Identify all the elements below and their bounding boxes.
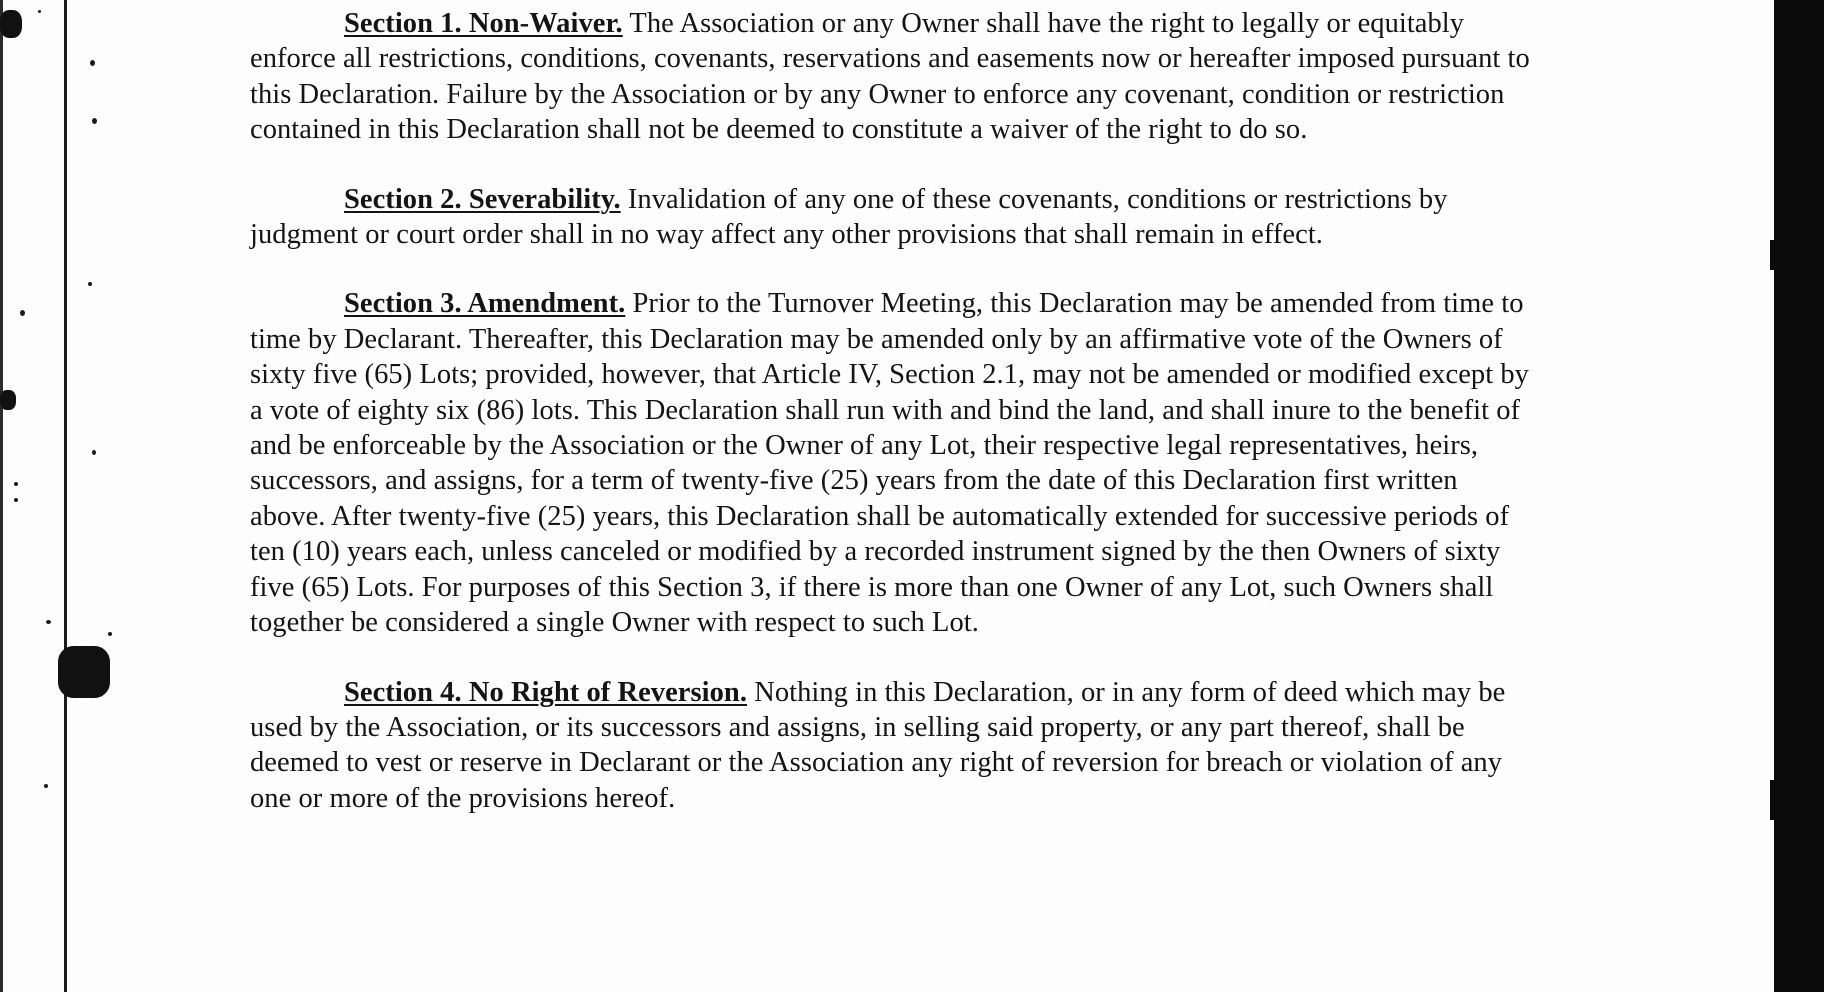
scan-speck (14, 498, 18, 502)
scan-speck (46, 620, 51, 624)
document-body (250, 6, 1530, 850)
scan-speck (108, 632, 112, 636)
edge-jag (1770, 780, 1784, 820)
scan-speck (14, 482, 18, 486)
scan-speck (44, 784, 48, 788)
section-body: Invalidation of any one of these covenants, conditions or restrictions by judgment or court order shall in no way affect any other provisions that shall remain in effect. (250, 183, 1448, 251)
section-non-waiver (250, 6, 1530, 148)
section-heading: Section 2. Severability. (344, 183, 621, 215)
scan-speck (90, 60, 95, 66)
section-paragraph (250, 675, 1530, 817)
margin-rule-line (64, 0, 67, 992)
scan-speck (92, 118, 97, 124)
section-body: The Association or any Owner shall have the right to legally or equitably enforce all restrictions, conditions, covenants, reservations and easements now or hereafter imposed pursuant to this Declaration. Failure by the Association or by any Owner to enforce any covenant, condition or restriction contained in this Declaration shall not be deemed to constitute a waiver of the right to do so. (250, 8, 1530, 146)
section-paragraph (250, 182, 1530, 253)
section-heading: Section 3. Amendment. (344, 288, 626, 320)
section-paragraph (250, 6, 1530, 148)
page-right-edge-shadow (1774, 0, 1824, 992)
section-amendment (250, 286, 1530, 640)
scan-blot (0, 10, 22, 38)
scan-blot (58, 646, 110, 698)
section-heading: Section 4. No Right of Reversion. (344, 676, 747, 708)
section-heading: Section 1. Non-Waiver. (344, 8, 623, 39)
scan-speck (88, 282, 92, 286)
scan-blot (0, 390, 16, 410)
page-left-edge (0, 0, 3, 992)
scan-speck (38, 10, 41, 13)
section-body: Nothing in this Declaration, or in any form of deed which may be used by the Association, or its successors and assigns, in selling said property, or any part thereof, shall be deemed to vest or reserve in Declarant or the Association any right of reversion for breach or violation of any one or more of the provisions hereof. (250, 676, 1506, 814)
scan-speck (20, 310, 25, 316)
scan-speck (92, 450, 96, 455)
edge-jag (1770, 240, 1784, 270)
section-severability (250, 182, 1530, 253)
section-no-right-of-reversion (250, 675, 1530, 817)
section-paragraph (250, 286, 1530, 640)
section-body: Prior to the Turnover Meeting, this Declaration may be amended from time to time by Declarant. Thereafter, this Declaration may be amended only by an affirmative vote of the Owners of sixty five (65) Lots; provided, however, that Article IV, Section 2.1, may not be amended or modified except by a vote of eighty six (86) lots. This Declaration shall run with and bind the land, and shall inure to the benefit of and be enforceable by the Association or the Owner of any Lot, their respective legal representatives, heirs, successors, and assigns, for a term of twenty-five (25) years from the date of this Declaration first written above. After twenty-five (25) years, this Declaration shall be automatically extended for successive periods of ten (10) years each, unless canceled or modified by a recorded instrument signed by the then Owners of sixty five (65) Lots. For purposes of this Section 3, if there is more than one Owner of any Lot, such Owners shall together be considered a single Owner with respect to such Lot. (250, 288, 1529, 639)
